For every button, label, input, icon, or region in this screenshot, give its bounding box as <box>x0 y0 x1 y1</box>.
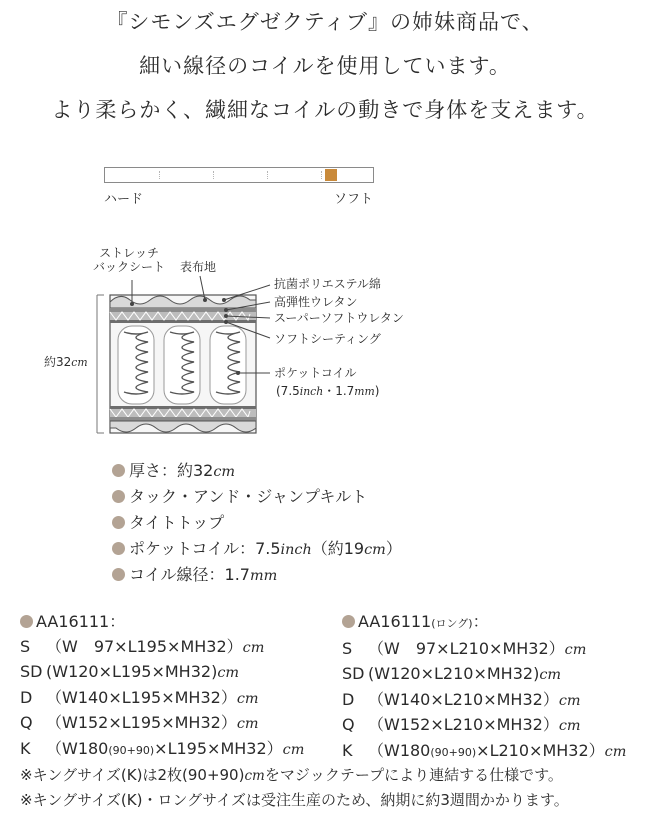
spec-coil-wire: コイル線径：1.7mm <box>112 562 277 585</box>
firmness-marker <box>325 169 337 181</box>
spec-thickness: 厚さ：約32cm <box>112 458 235 481</box>
spec-quilt: タック・アンド・ジャンプキルト <box>112 484 367 507</box>
model-standard-header: AA16111： <box>20 610 304 635</box>
model-long <box>342 610 626 765</box>
label-super-soft-urethane: スーパーソフトウレタン <box>274 311 404 325</box>
size-row: S （W 97×L210×MH32）cm <box>342 638 587 658</box>
bullet-dot <box>112 464 125 477</box>
label-soft-sheeting: ソフトシーティング <box>274 332 381 346</box>
size-row: D （W140×L210×MH32）cm <box>342 689 581 709</box>
size-row: Q （W152×L210×MH32）cm <box>342 715 581 734</box>
label-cover-fabric: 表布地 <box>180 260 217 274</box>
size-row: SD (W120×L195×MH32)cm <box>20 662 240 681</box>
hard-label: ハード <box>104 192 144 207</box>
intro-line-2: 細い線径のコイルを使用しています。 <box>139 54 511 78</box>
model-standard <box>20 610 304 763</box>
spec-tight-top: タイトトップ <box>112 510 224 533</box>
size-row: D （W140×L195×MH32）cm <box>20 687 259 707</box>
intro-line-3: より柔らかく、繊細なコイルの動きで身体を支えます。 <box>51 98 599 122</box>
bullet-dot <box>112 542 125 555</box>
label-antibacterial-cotton: 抗菌ポリエステル綿 <box>274 277 381 291</box>
label-height: 約32cm <box>44 355 88 369</box>
bullet-dot <box>112 516 125 529</box>
bullet-dot <box>112 490 125 503</box>
spec-pocket-coil: ポケットコイル：7.5inch（約19cm） <box>112 536 402 559</box>
size-row: SD (W120×L210×MH32)cm <box>342 664 562 683</box>
size-row: Q （W152×L195×MH32）cm <box>20 713 259 732</box>
label-pocket-coil: ポケットコイル <box>274 366 357 380</box>
note-made-to-order: ※キングサイズ(K)・ロングサイズは受注生産のため、納期に約3週間かかります。 <box>20 791 569 809</box>
intro-line-1: 『シモンズエグゼクティブ』の姉妹商品で、 <box>106 10 544 34</box>
size-row: K （W180(90+90)×L210×MH32）cm <box>342 740 627 760</box>
label-stretch-back-sheet: ストレッチ バックシート <box>93 246 166 274</box>
bullet-dot <box>112 568 125 581</box>
soft-label: ソフト <box>334 192 374 207</box>
size-row: S （W 97×L195×MH32）cm <box>20 636 265 656</box>
label-pocket-coil-spec: (7.5inch・1.7mm) <box>276 384 380 398</box>
note-king-connection: ※キングサイズ(K)は2枚(90+90)cmをマジックテープにより連結する仕様です。 <box>20 766 563 784</box>
size-row: K （W180(90+90)×L195×MH32）cm <box>20 738 305 758</box>
firmness-scale <box>104 167 374 183</box>
model-long-header: AA16111(ロング)： <box>342 610 626 637</box>
label-high-resilience-urethane: 高弾性ウレタン <box>274 295 358 309</box>
